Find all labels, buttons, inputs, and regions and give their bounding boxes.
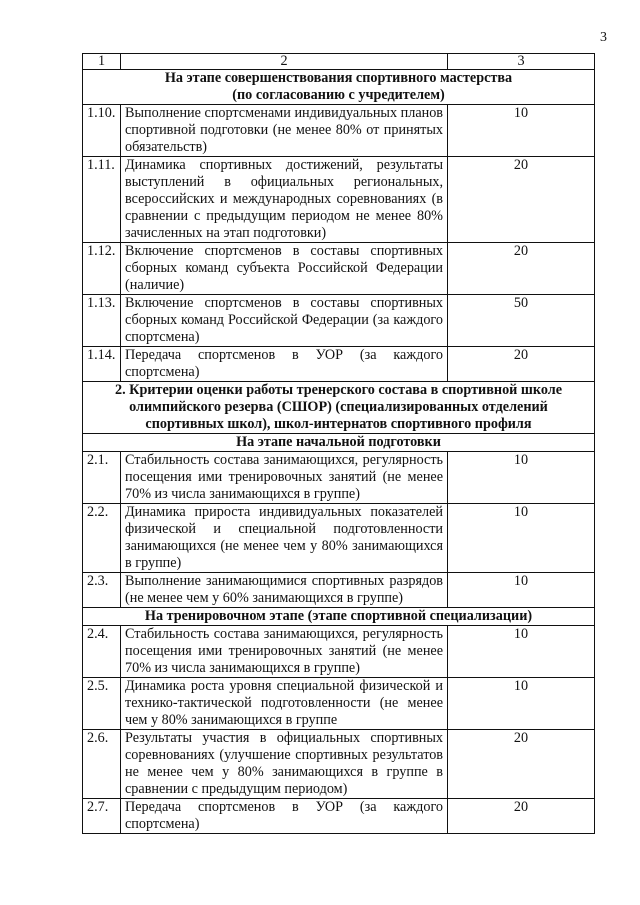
section-heading-row xyxy=(83,434,595,452)
header-col-1: 1 xyxy=(83,54,121,70)
section-heading-line: На этапе совершенствования спортивного мастерства xyxy=(164,70,513,86)
item-score: 10 xyxy=(448,573,595,608)
item-description: Результаты участия в официальных спортивных соревнованиях (улучшение спортивных результатов не менее чем у 80% занимающихся в группе в сравнении с предыдущим периодом) xyxy=(121,730,448,799)
item-number: 1.12. xyxy=(83,243,121,295)
section-heading-line: (по согласованию с учредителем) xyxy=(232,87,445,103)
item-number: 2.2. xyxy=(83,504,121,573)
item-number: 2.5. xyxy=(83,678,121,730)
section-heading-line: олимпийского резерва (СШОР) (специализированных отделений xyxy=(129,399,548,415)
section-heading xyxy=(83,608,595,626)
item-description: Стабильность состава занимающихся, регулярность посещения ими тренировочных занятий (не менее 70% из числа занимающихся в группе) xyxy=(121,452,448,504)
header-col-2: 2 xyxy=(121,54,448,70)
item-score: 20 xyxy=(448,347,595,382)
table-row xyxy=(83,105,595,157)
table-row xyxy=(83,243,595,295)
item-description: Стабильность состава занимающихся, регулярность посещения ими тренировочных занятий (не менее 70% из числа занимающихся в группе) xyxy=(121,626,448,678)
section-heading xyxy=(83,434,595,452)
item-score: 50 xyxy=(448,295,595,347)
item-score: 10 xyxy=(448,452,595,504)
table-row xyxy=(83,730,595,799)
header-col-3: 3 xyxy=(448,54,595,70)
table-row xyxy=(83,157,595,243)
item-score: 10 xyxy=(448,105,595,157)
item-number: 1.11. xyxy=(83,157,121,243)
section-heading-row xyxy=(83,382,595,434)
table-row xyxy=(83,678,595,730)
item-number: 1.13. xyxy=(83,295,121,347)
item-score: 20 xyxy=(448,243,595,295)
table-row xyxy=(83,626,595,678)
item-description: Передача спортсменов в УОР (за каждого спортсмена) xyxy=(121,347,448,382)
item-score: 10 xyxy=(448,504,595,573)
section-heading-row xyxy=(83,70,595,105)
item-number: 2.1. xyxy=(83,452,121,504)
item-number: 1.14. xyxy=(83,347,121,382)
section-heading-line: На этапе начальной подготовки xyxy=(236,434,441,450)
section-heading-line: 2. Критерии оценки работы тренерского состава в спортивной школе xyxy=(114,382,563,398)
item-score: 10 xyxy=(448,678,595,730)
item-description: Динамика спортивных достижений, результаты выступлений в официальных региональных, всероссийских и международных соревнованиях (в сравнении с предыдущим периодом не менее 80% зачисленных на этап подготовки) xyxy=(121,157,448,243)
item-description: Выполнение спортсменами индивидуальных планов спортивной подготовки (не менее 80% от принятых обязательств) xyxy=(121,105,448,157)
item-description: Передача спортсменов в УОР (за каждого спортсмена) xyxy=(121,799,448,834)
item-number: 2.3. xyxy=(83,573,121,608)
item-score: 20 xyxy=(448,157,595,243)
table-header-row xyxy=(83,54,595,70)
section-heading-row xyxy=(83,608,595,626)
item-score: 20 xyxy=(448,730,595,799)
item-number: 2.4. xyxy=(83,626,121,678)
item-description: Включение спортсменов в составы спортивных сборных команд Российской Федерации (за каждого спортсмена) xyxy=(121,295,448,347)
item-score: 20 xyxy=(448,799,595,834)
item-description: Выполнение занимающимися спортивных разрядов (не менее чем у 60% занимающихся в группе) xyxy=(121,573,448,608)
table-row xyxy=(83,295,595,347)
table-row xyxy=(83,799,595,834)
table-row xyxy=(83,452,595,504)
section-heading xyxy=(83,382,595,434)
page-number: 3 xyxy=(600,30,607,45)
item-description: Динамика прироста индивидуальных показателей физической и специальной подготовленности занимающихся (не менее чем у 80% занимающихся в группе) xyxy=(121,504,448,573)
item-number: 1.10. xyxy=(83,105,121,157)
criteria-table xyxy=(82,53,595,834)
item-number: 2.6. xyxy=(83,730,121,799)
item-score: 10 xyxy=(448,626,595,678)
section-heading-line: спортивных школ), школ-интернатов спортивного профиля xyxy=(145,416,532,432)
section-heading xyxy=(83,70,595,105)
item-number: 2.7. xyxy=(83,799,121,834)
table-row xyxy=(83,573,595,608)
section-heading-line: На тренировочном этапе (этапе спортивной специализации) xyxy=(144,608,533,624)
table-row xyxy=(83,504,595,573)
table-row xyxy=(83,347,595,382)
item-description: Включение спортсменов в составы спортивных сборных команд субъекта Российской Федерации (наличие) xyxy=(121,243,448,295)
item-description: Динамика роста уровня специальной физической и технико-тактической подготовленности (не менее чем у 80% занимающихся в группе xyxy=(121,678,448,730)
